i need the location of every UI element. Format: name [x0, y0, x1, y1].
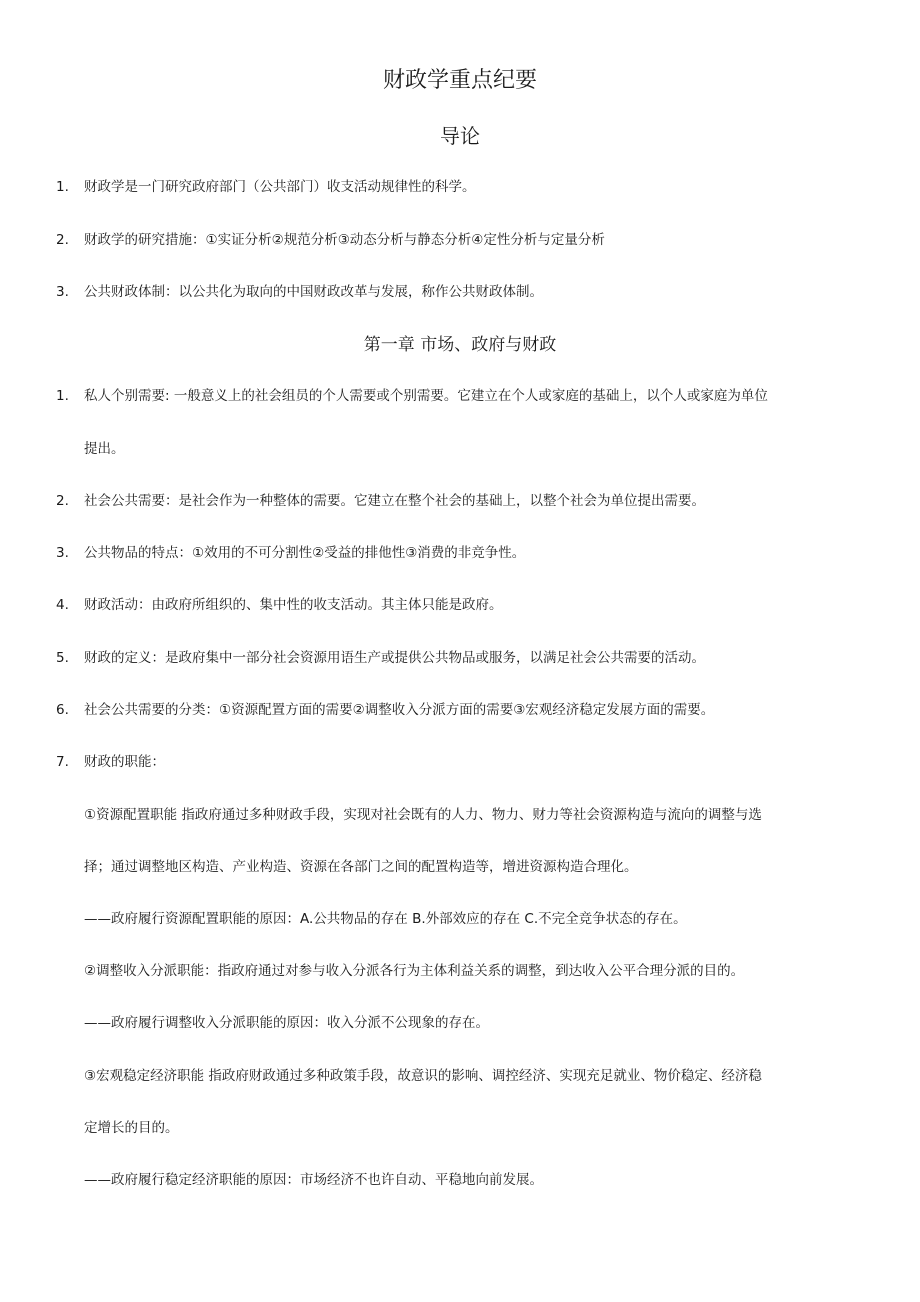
item-number: 1.	[56, 388, 69, 404]
item-number: 5.	[56, 650, 69, 666]
item-number: 6.	[56, 702, 69, 718]
item-text: 财政活动：由政府所组织的、集中性的收支活动。其主体只能是政府。	[84, 597, 503, 613]
function-line: 定增长的目的。	[84, 1120, 179, 1136]
item-text: 公共财政体制：以公共化为取向的中国财政改革与发展，称作公共财政体制。	[84, 284, 543, 300]
function-line: ②调整收入分派职能：指政府通过对参与收入分派各行为主体利益关系的调整，到达收入公平合理分派的目的。	[84, 963, 745, 979]
item-number: 4.	[56, 597, 69, 613]
chapter-heading: 第一章 市场、政府与财政	[363, 335, 557, 355]
function-reason-line: ——政府履行资源配置职能的原因：A.公共物品的存在 B.外部效应的存在 C.不完全竞争状态的存在。	[84, 911, 687, 927]
item-number: 7.	[56, 754, 69, 770]
item-number: 3.	[56, 545, 69, 561]
item-text: 社会公共需要的分类：①资源配置方面的需要②调整收入分派方面的需要③宏观经济稳定发展方面的需要。	[84, 702, 715, 718]
item-text: 财政学是一门研究政府部门（公共部门）收支活动规律性的科学。	[84, 179, 476, 195]
function-line: ③宏观稳定经济职能 指政府财政通过多种政策手段，故意识的影响、调控经济、实现充足就业、物价稳定、经济稳	[84, 1068, 762, 1084]
item-number: 3.	[56, 284, 69, 300]
item-text: 财政学的研究措施：①实证分析②规范分析③动态分析与静态分析④定性分析与定量分析	[84, 232, 605, 248]
document-title: 财政学重点纪要	[382, 68, 537, 93]
function-line: ①资源配置职能 指政府通过多种财政手段，实现对社会既有的人力、物力、财力等社会资源构造与流向的调整与选	[84, 807, 762, 823]
function-reason-line: ——政府履行稳定经济职能的原因：市场经济不也许自动、平稳地向前发展。	[84, 1172, 543, 1188]
item-text: 财政的定义：是政府集中一部分社会资源用语生产或提供公共物品或服务，以满足社会公共需要的活动。	[84, 650, 705, 666]
item-number: 2.	[56, 232, 69, 248]
item-number: 2.	[56, 493, 69, 509]
item-continuation: 提出。	[84, 441, 125, 457]
item-text: 私人个别需要: 一般意义上的社会组员的个人需要或个别需要。它建立在个人或家庭的基础上，以个人或家庭为单位	[84, 388, 768, 404]
section-heading-intro: 导论	[440, 124, 480, 148]
function-line: 择；通过调整地区构造、产业构造、资源在各部门之间的配置构造等，增进资源构造合理化。	[84, 859, 638, 875]
item-number: 1.	[56, 179, 69, 195]
item-text: 财政的职能：	[84, 754, 165, 770]
item-text: 社会公共需要：是社会作为一种整体的需要。它建立在整个社会的基础上，以整个社会为单位提出需要。	[84, 493, 705, 509]
function-reason-line: ——政府履行调整收入分派职能的原因：收入分派不公现象的存在。	[84, 1015, 489, 1031]
item-text: 公共物品的特点：①效用的不可分割性②受益的排他性③消费的非竞争性。	[84, 545, 526, 561]
